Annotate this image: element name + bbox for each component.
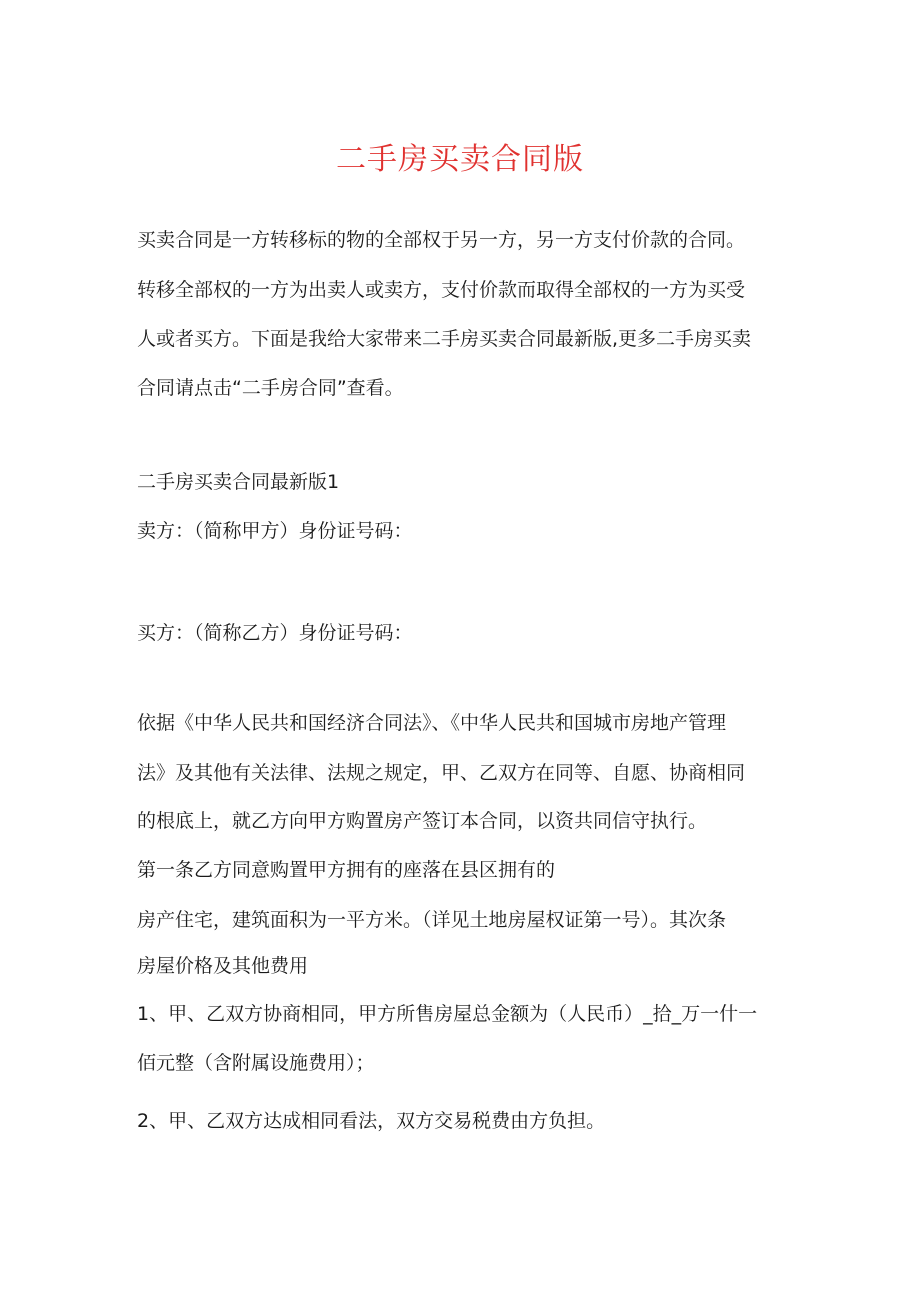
section-heading: 二手房买卖合同最新版1 [137,471,340,493]
intro-line-4: 合同请点击“二手房合同”查看。 [137,377,404,399]
intro-line-2: 转移全部权的一方为出卖人或卖方，支付价款而取得全部权的一方为买受 [137,279,746,301]
basis-line-2: 法》及其他有关法律、法规之规定，甲、乙双方在同等、自愿、协商相同 [137,762,746,784]
item1-line-1: 1、甲、乙双方协商相同，甲方所售房屋总金额为（人民币）_拾_万一什一 [137,1003,758,1025]
item2-line: 2、甲、乙双方达成相同看法，双方交易税费由方负担。 [137,1110,606,1132]
basis-line-1: 依据《中华人民共和国经济合同法》、《中华人民共和国城市房地产管理 [137,712,727,734]
intro-line-1: 买卖合同是一方转移标的物的全部权于另一方，另一方支付价款的合同。 [137,229,746,251]
article1-line-1: 第一条乙方同意购置甲方拥有的座落在县区拥有的 [137,859,556,881]
intro-line-3: 人或者买方。下面是我给大家带来二手房买卖合同最新版,更多二手房买卖 [137,328,752,350]
buyer-line: 买方：（简称乙方）身份证号码： [137,622,413,644]
seller-line: 卖方：（简称甲方）身份证号码： [137,520,413,542]
item1-line-2: 佰元整（含附属设施费用）； [137,1052,375,1074]
document-title: 二手房买卖合同版 [336,142,584,177]
basis-line-3: 的根底上，就乙方向甲方购置房产签订本合同，以资共同信守执行。 [137,810,708,832]
article2-title: 房屋价格及其他费用 [137,955,309,977]
article1-line-2: 房产住宅，建筑面积为一平方米。（详见土地房屋权证第一号）。其次条 [137,909,727,931]
